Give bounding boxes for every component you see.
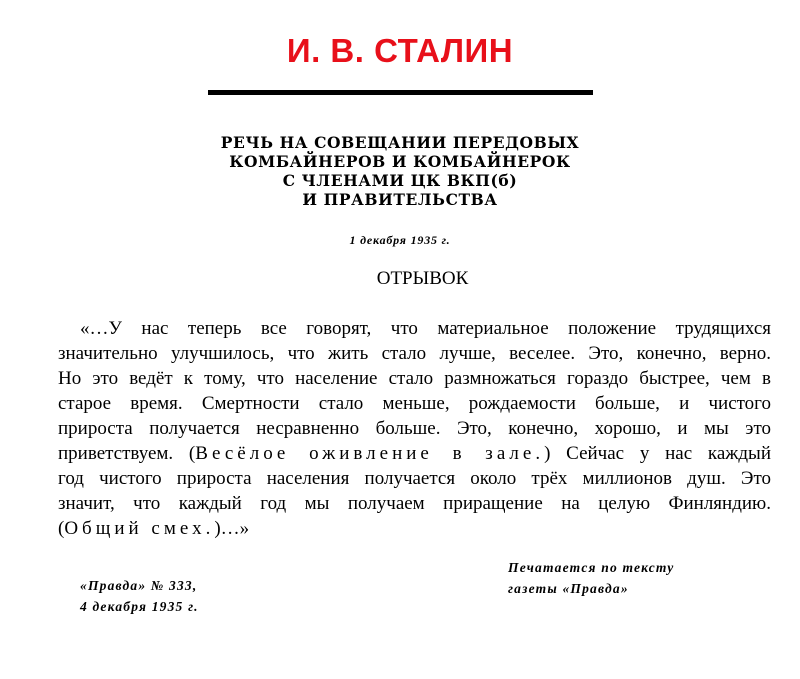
quote-line: год чистого прироста населения получается около трёх миллионов душ. Это — [58, 468, 771, 489]
title-divider — [208, 90, 593, 95]
quote-line-remark — [58, 516, 771, 541]
author-heading: И. В. СТАЛИН — [286, 32, 514, 69]
quote-text: )…» — [214, 518, 250, 539]
print-note — [508, 557, 674, 599]
excerpt-label: ОТРЫВОК — [376, 268, 469, 289]
speech-date: 1 декабря 1935 г. — [349, 233, 451, 247]
speech-title-line: И ПРАВИТЕЛЬСТВА — [302, 190, 498, 209]
quote-text: ) Сейчас у нас каждый — [544, 443, 771, 464]
quote-line: Но это ведёт к тому, что население стало размножаться гораздо быстрее, чем в — [58, 368, 771, 389]
source-citation-line: 4 декабря 1935 г. — [80, 599, 199, 614]
stage-remark: Общий смех. — [64, 518, 215, 539]
quote-body — [58, 316, 771, 541]
quote-line: значительно улучшилось, что жить стало лучше, веселее. Это, конечно, верно. — [58, 343, 771, 364]
source-citation-line: «Правда» № 333, — [80, 578, 198, 593]
speech-title-line: РЕЧЬ НА СОВЕЩАНИИ ПЕРЕДОВЫХ — [220, 133, 580, 152]
speech-title-line: С ЧЛЕНАМИ ЦК ВКП(б) — [282, 171, 518, 190]
print-note-line: газеты «Правда» — [508, 581, 629, 596]
quote-line: «…У нас теперь все говорят, что материальное положение трудящихся — [80, 318, 771, 339]
quote-line-remark — [58, 441, 771, 466]
quote-line: старое время. Смертности стало меньше, рождаемости больше, и чистого — [58, 393, 771, 414]
quote-line: прироста получается несравненно больше. Это, конечно, хорошо, и мы это — [58, 418, 771, 439]
quote-text: приветствуем. ( — [58, 443, 196, 464]
speech-title-line: КОМБАЙНЕРОВ И КОМБАЙНЕРОК — [229, 152, 571, 171]
print-note-line: Печатается по тексту — [508, 560, 675, 575]
source-citation — [80, 575, 199, 617]
quote-line: значит, что каждый год мы получаем приращение на целую Финляндию. — [58, 493, 771, 514]
stage-remark: Весёлое оживление в зале. — [195, 443, 545, 464]
quote-text: ( — [58, 518, 65, 539]
speech-title — [160, 133, 640, 209]
